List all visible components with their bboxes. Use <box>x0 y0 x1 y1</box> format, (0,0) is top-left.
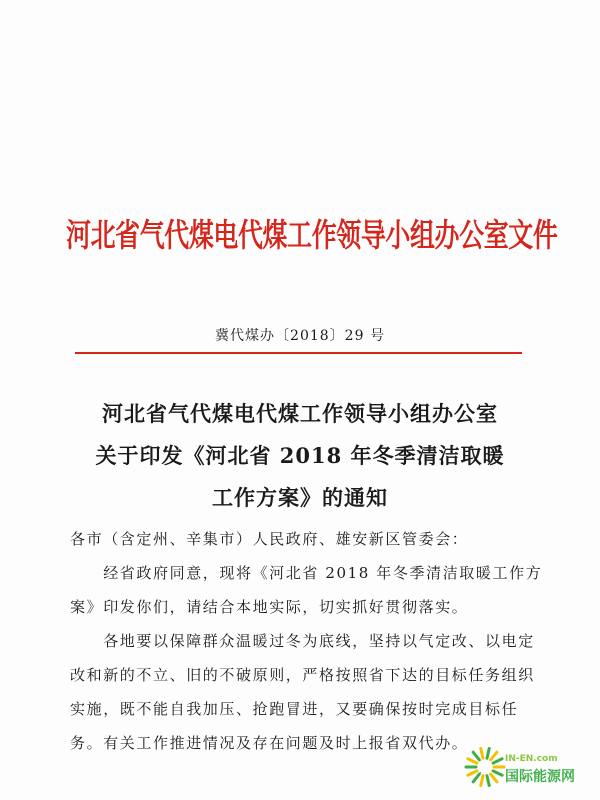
logo-ray <box>473 774 479 782</box>
body-line: 务。有关工作推进情况及存在问题及时上报省双代办。 <box>70 734 469 752</box>
body-line: 各地要以保障群众温暖过冬为底线，坚持以气定改、以电定 <box>70 632 535 650</box>
logo-ray <box>487 776 489 786</box>
logo-ray <box>468 759 477 763</box>
logo-ray <box>473 752 479 760</box>
logo-ray <box>491 774 497 782</box>
logo-ray <box>493 771 502 775</box>
red-divider-line <box>75 352 522 354</box>
notice-title-line-2: 关于印发《河北省 2018 年冬季清洁取暖 <box>95 443 505 468</box>
logo-large-text: 国际能源网 <box>505 769 575 785</box>
body-line: 改和新的不立、旧的不破原则，严格按照省下达的目标任务组织 <box>70 666 535 684</box>
body-line: 案》印发你们，请结合本地实际，切实抓好贯彻落实。 <box>70 598 469 616</box>
logo-ray <box>493 759 502 763</box>
notice-title-line-1: 河北省气代煤电代煤工作领导小组办公室 <box>102 401 498 426</box>
logo-small-text: IN-EN.com <box>505 754 558 764</box>
logo-ray <box>468 771 477 775</box>
document-number: 冀代煤办〔2018〕29 号 <box>215 328 385 344</box>
logo-ray <box>481 748 483 758</box>
document-header-title: 河北省气代煤电代煤工作领导小组办公室文件 <box>66 216 558 254</box>
notice-title-line-3: 工作方案》的通知 <box>212 485 388 510</box>
body-line: 经省政府同意，现将《河北省 2018 年冬季清洁取暖工作方 <box>70 564 543 582</box>
body-line-addressee: 各市（含定州、辛集市）人民政府、雄安新区管委会： <box>70 530 469 548</box>
logo-ray <box>487 748 489 758</box>
logo-ray <box>491 752 497 760</box>
body-line: 实施，既不能自我加压、抢跑冒进，又要确保按时完成目标任 <box>70 700 519 718</box>
logo-ray <box>481 776 483 786</box>
